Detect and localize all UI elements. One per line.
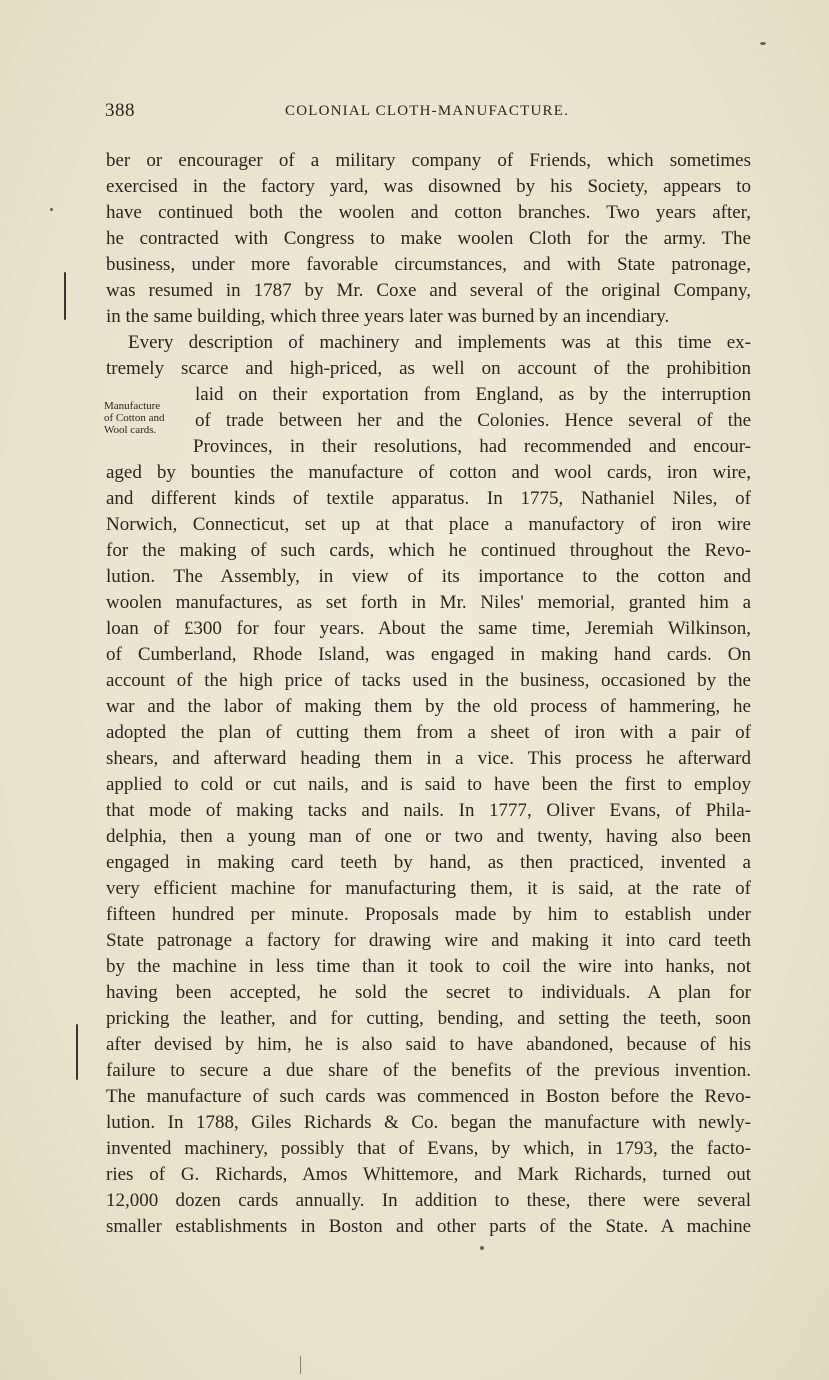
margin-pencil-mark bbox=[64, 272, 66, 320]
text-line: smaller establishments in Boston and other parts of the State. A machine bbox=[106, 1216, 751, 1237]
text-line: invented machinery, possibly that of Evans, by which, in 1793, the facto- bbox=[106, 1138, 751, 1159]
margin-note-line: Wool cards. bbox=[104, 424, 157, 436]
text-line: The manufacture of such cards was commenced in Boston before the Revo- bbox=[106, 1086, 751, 1107]
text-line: Provinces, in their resolutions, had recommended and encour- bbox=[193, 436, 751, 457]
text-line: exercised in the factory yard, was disowned by his Society, appears to bbox=[106, 176, 751, 197]
text-line: ries of G. Richards, Amos Whittemore, and Mark Richards, turned out bbox=[106, 1164, 751, 1185]
text-line: shears, and afterward heading them in a vice. This process he afterward bbox=[106, 748, 751, 769]
margin-pencil-mark bbox=[76, 1024, 78, 1080]
text-line: Norwich, Connecticut, set up at that place a manufactory of iron wire bbox=[106, 514, 751, 535]
text-line: war and the labor of making them by the old process of hammering, he bbox=[106, 696, 751, 717]
page-number: 388 bbox=[105, 100, 135, 121]
text-line: delphia, then a young man of one or two and twenty, having also been bbox=[106, 826, 751, 847]
text-line: in the same building, which three years later was burned by an incendiary. bbox=[106, 306, 670, 327]
text-line: of trade between her and the Colonies. Hence several of the bbox=[195, 410, 751, 431]
text-line: very efficient machine for manufacturing them, it is said, at the rate of bbox=[106, 878, 751, 899]
text-line: business, under more favorable circumstances, and with State patronage, bbox=[106, 254, 751, 275]
text-line: woolen manufactures, as set forth in Mr. Niles' memorial, granted him a bbox=[106, 592, 751, 613]
text-line: that mode of making tacks and nails. In 1777, Oliver Evans, of Phila- bbox=[106, 800, 751, 821]
text-line: of Cumberland, Rhode Island, was engaged in making hand cards. On bbox=[106, 644, 751, 665]
text-line: and different kinds of textile apparatus. In 1775, Nathaniel Niles, of bbox=[106, 488, 751, 509]
margin-note bbox=[104, 400, 190, 436]
text-line: having been accepted, he sold the secret to individuals. A plan for bbox=[106, 982, 751, 1003]
text-line: account of the high price of tacks used in the business, occasioned by the bbox=[106, 670, 751, 691]
text-line: lution. In 1788, Giles Richards & Co. began the manufacture with newly- bbox=[106, 1112, 751, 1133]
text-line: 12,000 dozen cards annually. In addition to these, there were several bbox=[106, 1190, 751, 1211]
text-line: loan of £300 for four years. About the same time, Jeremiah Wilkinson, bbox=[106, 618, 751, 639]
paper-mark bbox=[300, 1356, 301, 1374]
text-line: by the machine in less time than it took to coil the wire into hanks, not bbox=[106, 956, 751, 977]
text-line: ber or encourager of a military company of Friends, which sometimes bbox=[106, 150, 751, 171]
text-line: after devised by him, he is also said to have abandoned, because of his bbox=[106, 1034, 751, 1055]
page-header bbox=[105, 100, 755, 124]
text-line: adopted the plan of cutting them from a sheet of iron with a pair of bbox=[106, 722, 751, 743]
paper-speck bbox=[50, 208, 53, 211]
text-line: fifteen hundred per minute. Proposals made by him to establish under bbox=[106, 904, 751, 925]
text-line: aged by bounties the manufacture of cotton and wool cards, iron wire, bbox=[106, 462, 751, 483]
margin-note-line: Manufacture bbox=[104, 400, 161, 412]
text-line: lution. The Assembly, in view of its importance to the cotton and bbox=[106, 566, 751, 587]
paper-speck bbox=[760, 42, 766, 45]
text-line: tremely scarce and high-priced, as well on account of the prohibition bbox=[106, 358, 751, 379]
text-line: laid on their exportation from England, as by the interruption bbox=[195, 384, 751, 405]
text-line: applied to cold or cut nails, and is said to have been the first to employ bbox=[106, 774, 751, 795]
text-line: for the making of such cards, which he continued throughout the Revo- bbox=[106, 540, 751, 561]
text-line: he contracted with Congress to make woolen Cloth for the army. The bbox=[106, 228, 751, 249]
text-line: State patronage a factory for drawing wire and making it into card teeth bbox=[106, 930, 751, 951]
text-line: Every description of machinery and implements was at this time ex- bbox=[128, 332, 751, 353]
text-line: was resumed in 1787 by Mr. Coxe and several of the original Company, bbox=[106, 280, 751, 301]
text-line: engaged in making card teeth by hand, as then practiced, invented a bbox=[106, 852, 751, 873]
running-head: COLONIAL CLOTH-MANUFACTURE. bbox=[285, 103, 570, 119]
text-line: failure to secure a due share of the benefits of the previous invention. bbox=[106, 1060, 751, 1081]
text-line: pricking the leather, and for cutting, bending, and setting the teeth, soon bbox=[106, 1008, 751, 1029]
paper-speck bbox=[480, 1246, 484, 1250]
margin-note-line: of Cotton and bbox=[104, 412, 165, 424]
text-line: have continued both the woolen and cotton branches. Two years after, bbox=[106, 202, 751, 223]
